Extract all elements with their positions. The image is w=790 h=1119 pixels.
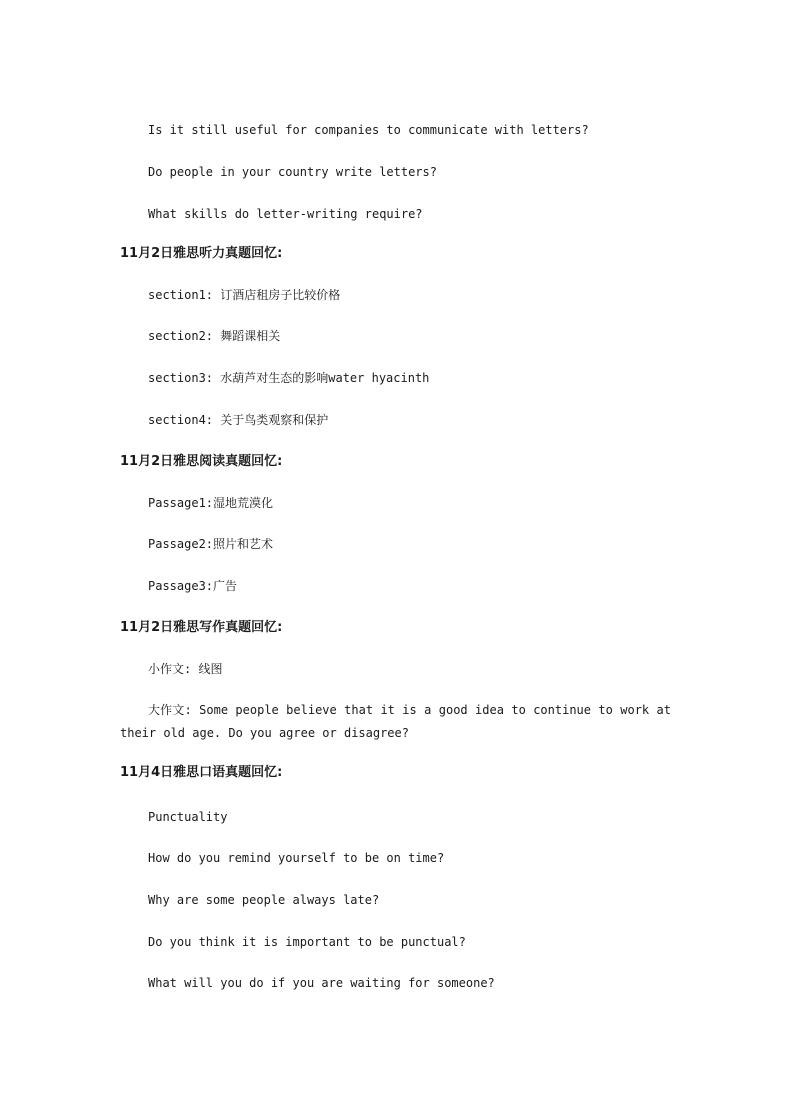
question-line: Is it still useful for companies to communicate with letters? xyxy=(148,123,589,137)
listening-item: section1: 订酒店租房子比较价格 xyxy=(148,288,341,302)
reading-item: Passage2:照片和艺术 xyxy=(148,537,274,551)
reading-item: Passage3:广告 xyxy=(148,579,238,593)
speaking-item: How do you remind yourself to be on time? xyxy=(148,851,445,865)
listening-item: section2: 舞蹈课相关 xyxy=(148,329,281,343)
question-line: Do people in your country write letters? xyxy=(148,165,437,179)
writing-task2: 大作文: Some people believe that it is a good idea to continue to work at their old age. Do you agree or disagree? xyxy=(120,703,671,740)
section-heading-writing: 11月2日雅思写作真题回忆: xyxy=(120,620,283,635)
section-heading-speaking: 11月4日雅思口语真题回忆: xyxy=(120,765,283,780)
speaking-item: Why are some people always late? xyxy=(148,893,380,907)
question-line: What skills do letter-writing require? xyxy=(148,207,423,221)
speaking-item: Punctuality xyxy=(148,810,228,824)
reading-item: Passage1:湿地荒漠化 xyxy=(148,496,274,510)
listening-item: section4: 关于鸟类观察和保护 xyxy=(148,413,329,427)
speaking-item: Do you think it is important to be punctual? xyxy=(148,935,466,949)
section-heading-listening: 11月2日雅思听力真题回忆: xyxy=(120,246,283,261)
section-heading-reading: 11月2日雅思阅读真题回忆: xyxy=(120,454,283,469)
speaking-item: What will you do if you are waiting for someone? xyxy=(148,976,495,990)
writing-task1: 小作文: 线图 xyxy=(148,662,223,676)
listening-item: section3: 水葫芦对生态的影响water hyacinth xyxy=(148,371,430,385)
